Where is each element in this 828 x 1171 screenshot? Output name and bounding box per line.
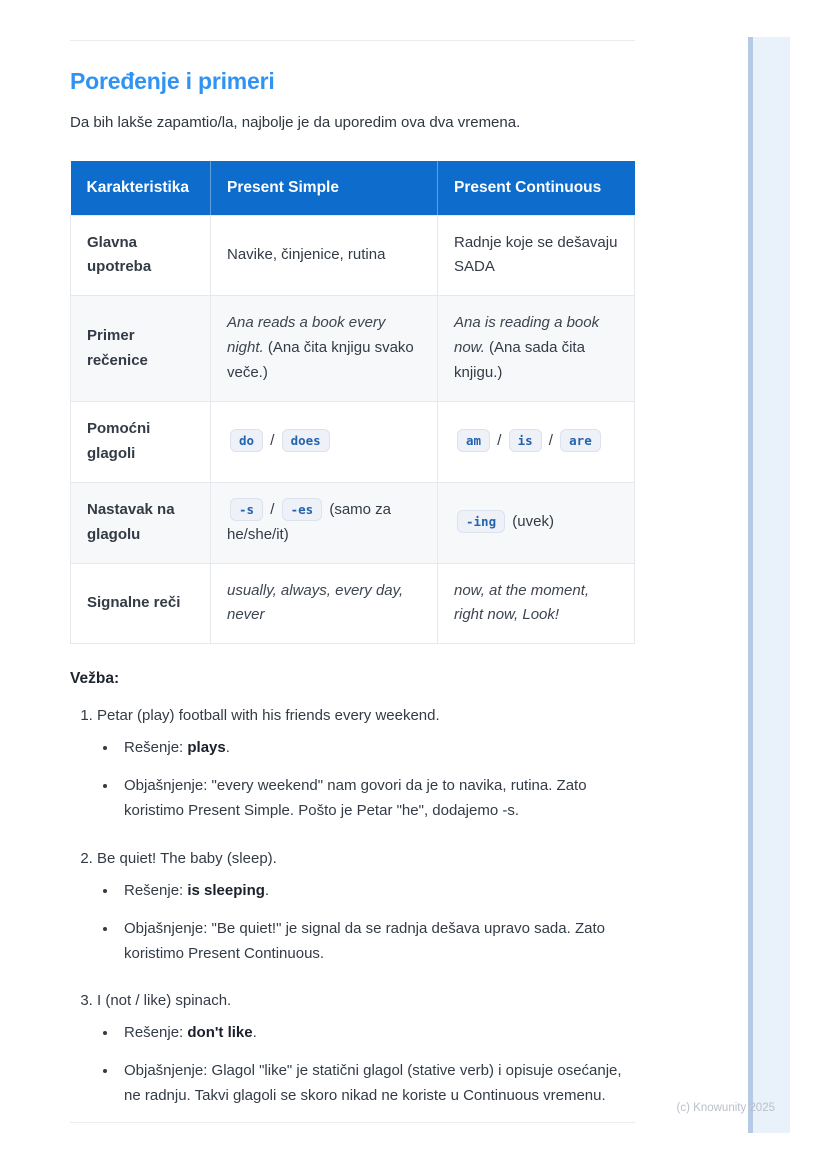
table-row [71,296,635,402]
row-label-cell: Signalne reči [71,563,211,644]
exercise-question: I (not / like) spinach. [97,992,232,1010]
table-cell [438,482,635,563]
text-segment: don't like [187,1024,253,1042]
text-segment: . [252,1024,257,1042]
row-label-cell: Pomoćni glagoli [71,401,211,482]
table-cell [438,215,635,296]
text-segment: usually, always, every day, never [227,581,404,624]
table-header-cell: Present Continuous [438,161,635,216]
text-segment: . [225,739,230,757]
table-cell [211,215,438,296]
exercise-question: Be quiet! The baby (sleep). [97,849,277,867]
text-segment: (uvek) [508,513,554,531]
exercise-answer-item [118,879,635,904]
table-row [71,563,635,644]
exercise-item [97,704,635,824]
exercise-answer-item [118,1021,635,1046]
scrollbar-track[interactable] [753,37,790,1133]
exercise-question: Petar (play) football with his friends every weekend. [97,707,440,725]
text-segment: / [266,432,279,450]
text-segment: Radnje koje se dešavaju SADA [454,233,618,276]
page-title: Poređenje i primeri [70,68,275,94]
exercise-answer-item [118,1059,635,1109]
code-badge: -ing [457,510,505,533]
scrollbar-thumb[interactable] [748,37,753,1133]
bottom-divider [70,1122,635,1123]
exercise-answer-item [118,736,635,761]
table-cell [438,401,635,482]
exercise-item [97,989,635,1109]
exercise-answer-list [97,879,635,967]
comparison-table [70,161,635,645]
text-segment: is sleeping [187,881,265,899]
table-row [71,215,635,296]
code-badge: does [282,429,330,452]
exercise-list [70,704,635,1109]
text-segment: now, at the moment, right now, Look! [454,581,590,624]
code-badge: -es [282,498,323,521]
exercise-answer-item [118,917,635,967]
footer-credit: (c) Knowunity 2025 [676,1102,775,1114]
table-cell [211,401,438,482]
text-segment: . [264,881,270,899]
code-badge: -s [230,498,263,521]
document-page [70,0,635,1132]
table-header-row [71,161,635,216]
text-segment: Rešenje: [124,1024,188,1042]
table-row [71,482,635,563]
text-segment: Objašnjenje: "every weekend" nam govori da je to navika, rutina. Zato koristimo Present Simple. Pošto je Petar "he", dodajemo -s. [124,777,587,819]
exercise-answer-item [118,774,635,824]
exercise-answer-list [97,1021,635,1109]
text-segment: Objašnjenje: Glagol "like" je statični glagol (stative verb) i opisuje osećanje, ne radnju. Takvi glagoli se skoro nikad ne koriste u Continuous vremenu. [124,1062,622,1105]
text-segment: (Ana čita knjigu svako veče.) [227,339,414,382]
text-segment: Objašnjenje: "Be quiet!" je signal da se radnja dešava upravo sada. Zato koristimo Present Continuous. [124,919,605,962]
table-header-cell: Karakteristika [71,161,211,216]
text-segment: plays [187,739,226,757]
text-segment: (Ana sada čita knjigu.) [454,339,585,382]
exercise-answer-list [97,736,635,824]
text-segment: / [493,432,506,450]
row-label-cell: Primer rečenice [71,296,211,402]
text-segment: Navike, činjenice, rutina [227,245,386,263]
intro-paragraph: Da bih lakše zapamtio/la, najbolje je da uporedim ova dva vremena. [70,114,521,131]
code-badge: do [230,429,263,452]
text-segment: / [544,432,558,450]
code-badge: is [509,429,542,452]
table-row [71,401,635,482]
code-badge: are [560,429,601,452]
text-segment: (samo za he/she/it) [227,500,392,543]
exercise-heading: Vežba: [70,670,120,688]
table-cell [211,296,438,402]
table-cell [438,296,635,402]
text-segment: Rešenje: [124,881,188,899]
top-divider [70,40,635,41]
table-cell [211,563,438,644]
code-badge: am [457,429,490,452]
table-cell [438,563,635,644]
text-segment: Ana is reading a book now. [454,314,600,357]
row-label-cell: Glavna upotreba [71,215,211,296]
table-header-cell: Present Simple [211,161,438,216]
table-cell [211,482,438,563]
exercise-item [97,847,635,967]
text-segment: / [266,500,279,518]
row-label-cell: Nastavak na glagolu [71,482,211,563]
text-segment: Rešenje: [124,739,188,757]
text-segment: Ana reads a book every night. [227,314,386,357]
